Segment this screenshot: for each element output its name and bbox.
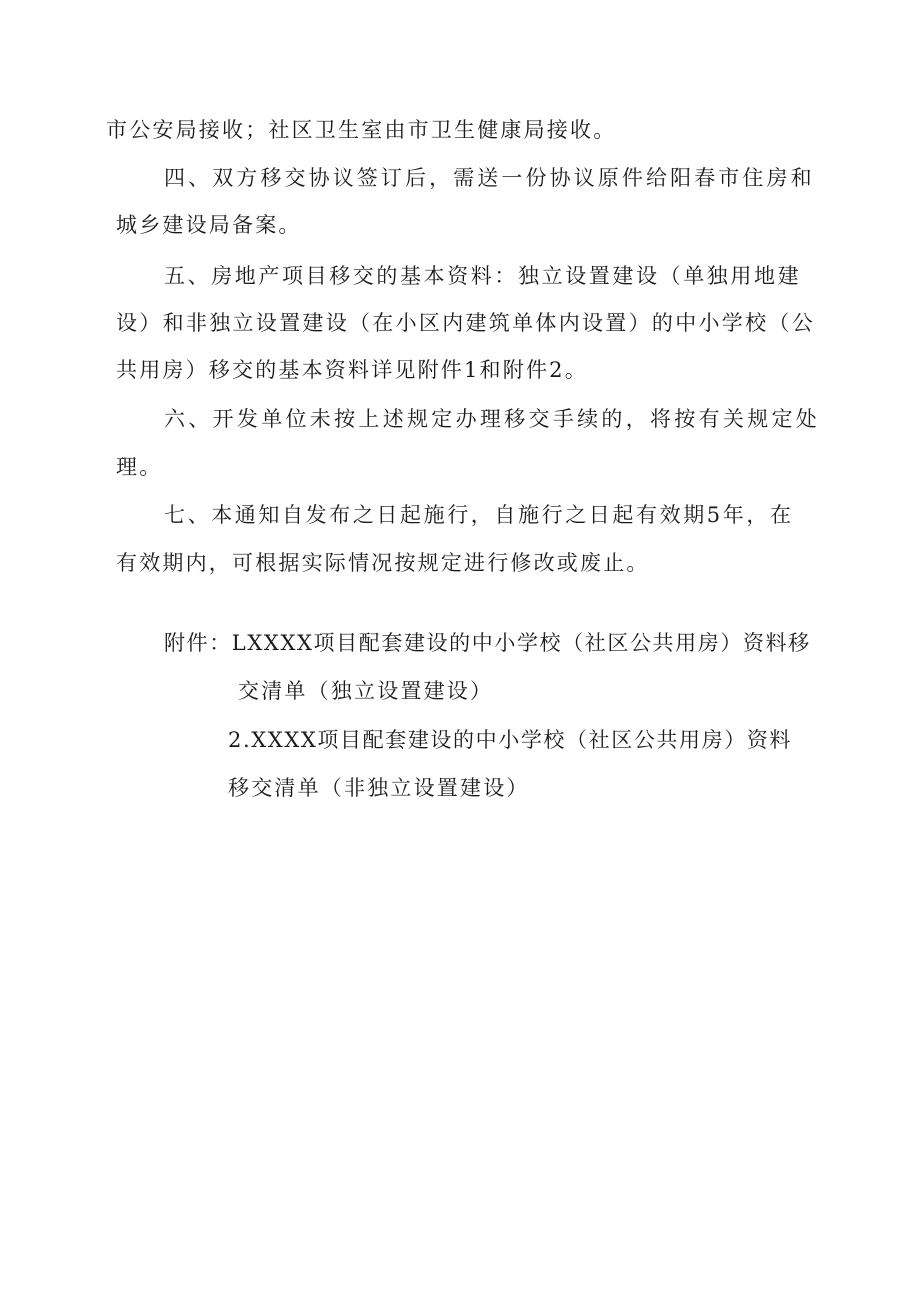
paragraph-five-continuation: 共用房）移交的基本资料详见附件1和附件2。: [116, 358, 588, 382]
attachment-one-continuation: 交清单（独立设置建设）: [238, 679, 494, 703]
paragraph-seven-line: 七、本通知自发布之日起施行，自施行之日起有效期5年，在: [164, 503, 794, 527]
paragraph-five-continuation: 设）和非独立设置建设（在小区内建筑单体内设置）的中小学校（公: [116, 311, 815, 335]
attachment-two-continuation: 移交清单（非独立设置建设）: [228, 776, 530, 800]
paragraph-six-continuation: 理。: [116, 455, 163, 479]
paragraph-four-line: 四、双方移交协议签订后，需送一份协议原件给阳春市住房和: [164, 166, 815, 190]
paragraph-four-continuation: 城乡建设局备案。: [116, 213, 302, 237]
paragraph-six-line: 六、开发单位未按上述规定办理移交手续的，将按有关规定处: [164, 407, 821, 431]
attachment-two-line: 2.XXXX项目配套建设的中小学校（社区公共用房）资料: [228, 728, 793, 752]
body-line: 市公安局接收；社区卫生室由市卫生健康局接收。: [106, 118, 617, 142]
attachment-one-line: 附件：LXXXX项目配套建设的中小学校（社区公共用房）资料移: [164, 631, 811, 655]
paragraph-five-line: 五、房地产项目移交的基本资料：独立设置建设（单独用地建: [164, 264, 802, 288]
paragraph-seven-continuation: 有效期内，可根据实际情况按规定进行修改或废止。: [116, 551, 650, 575]
